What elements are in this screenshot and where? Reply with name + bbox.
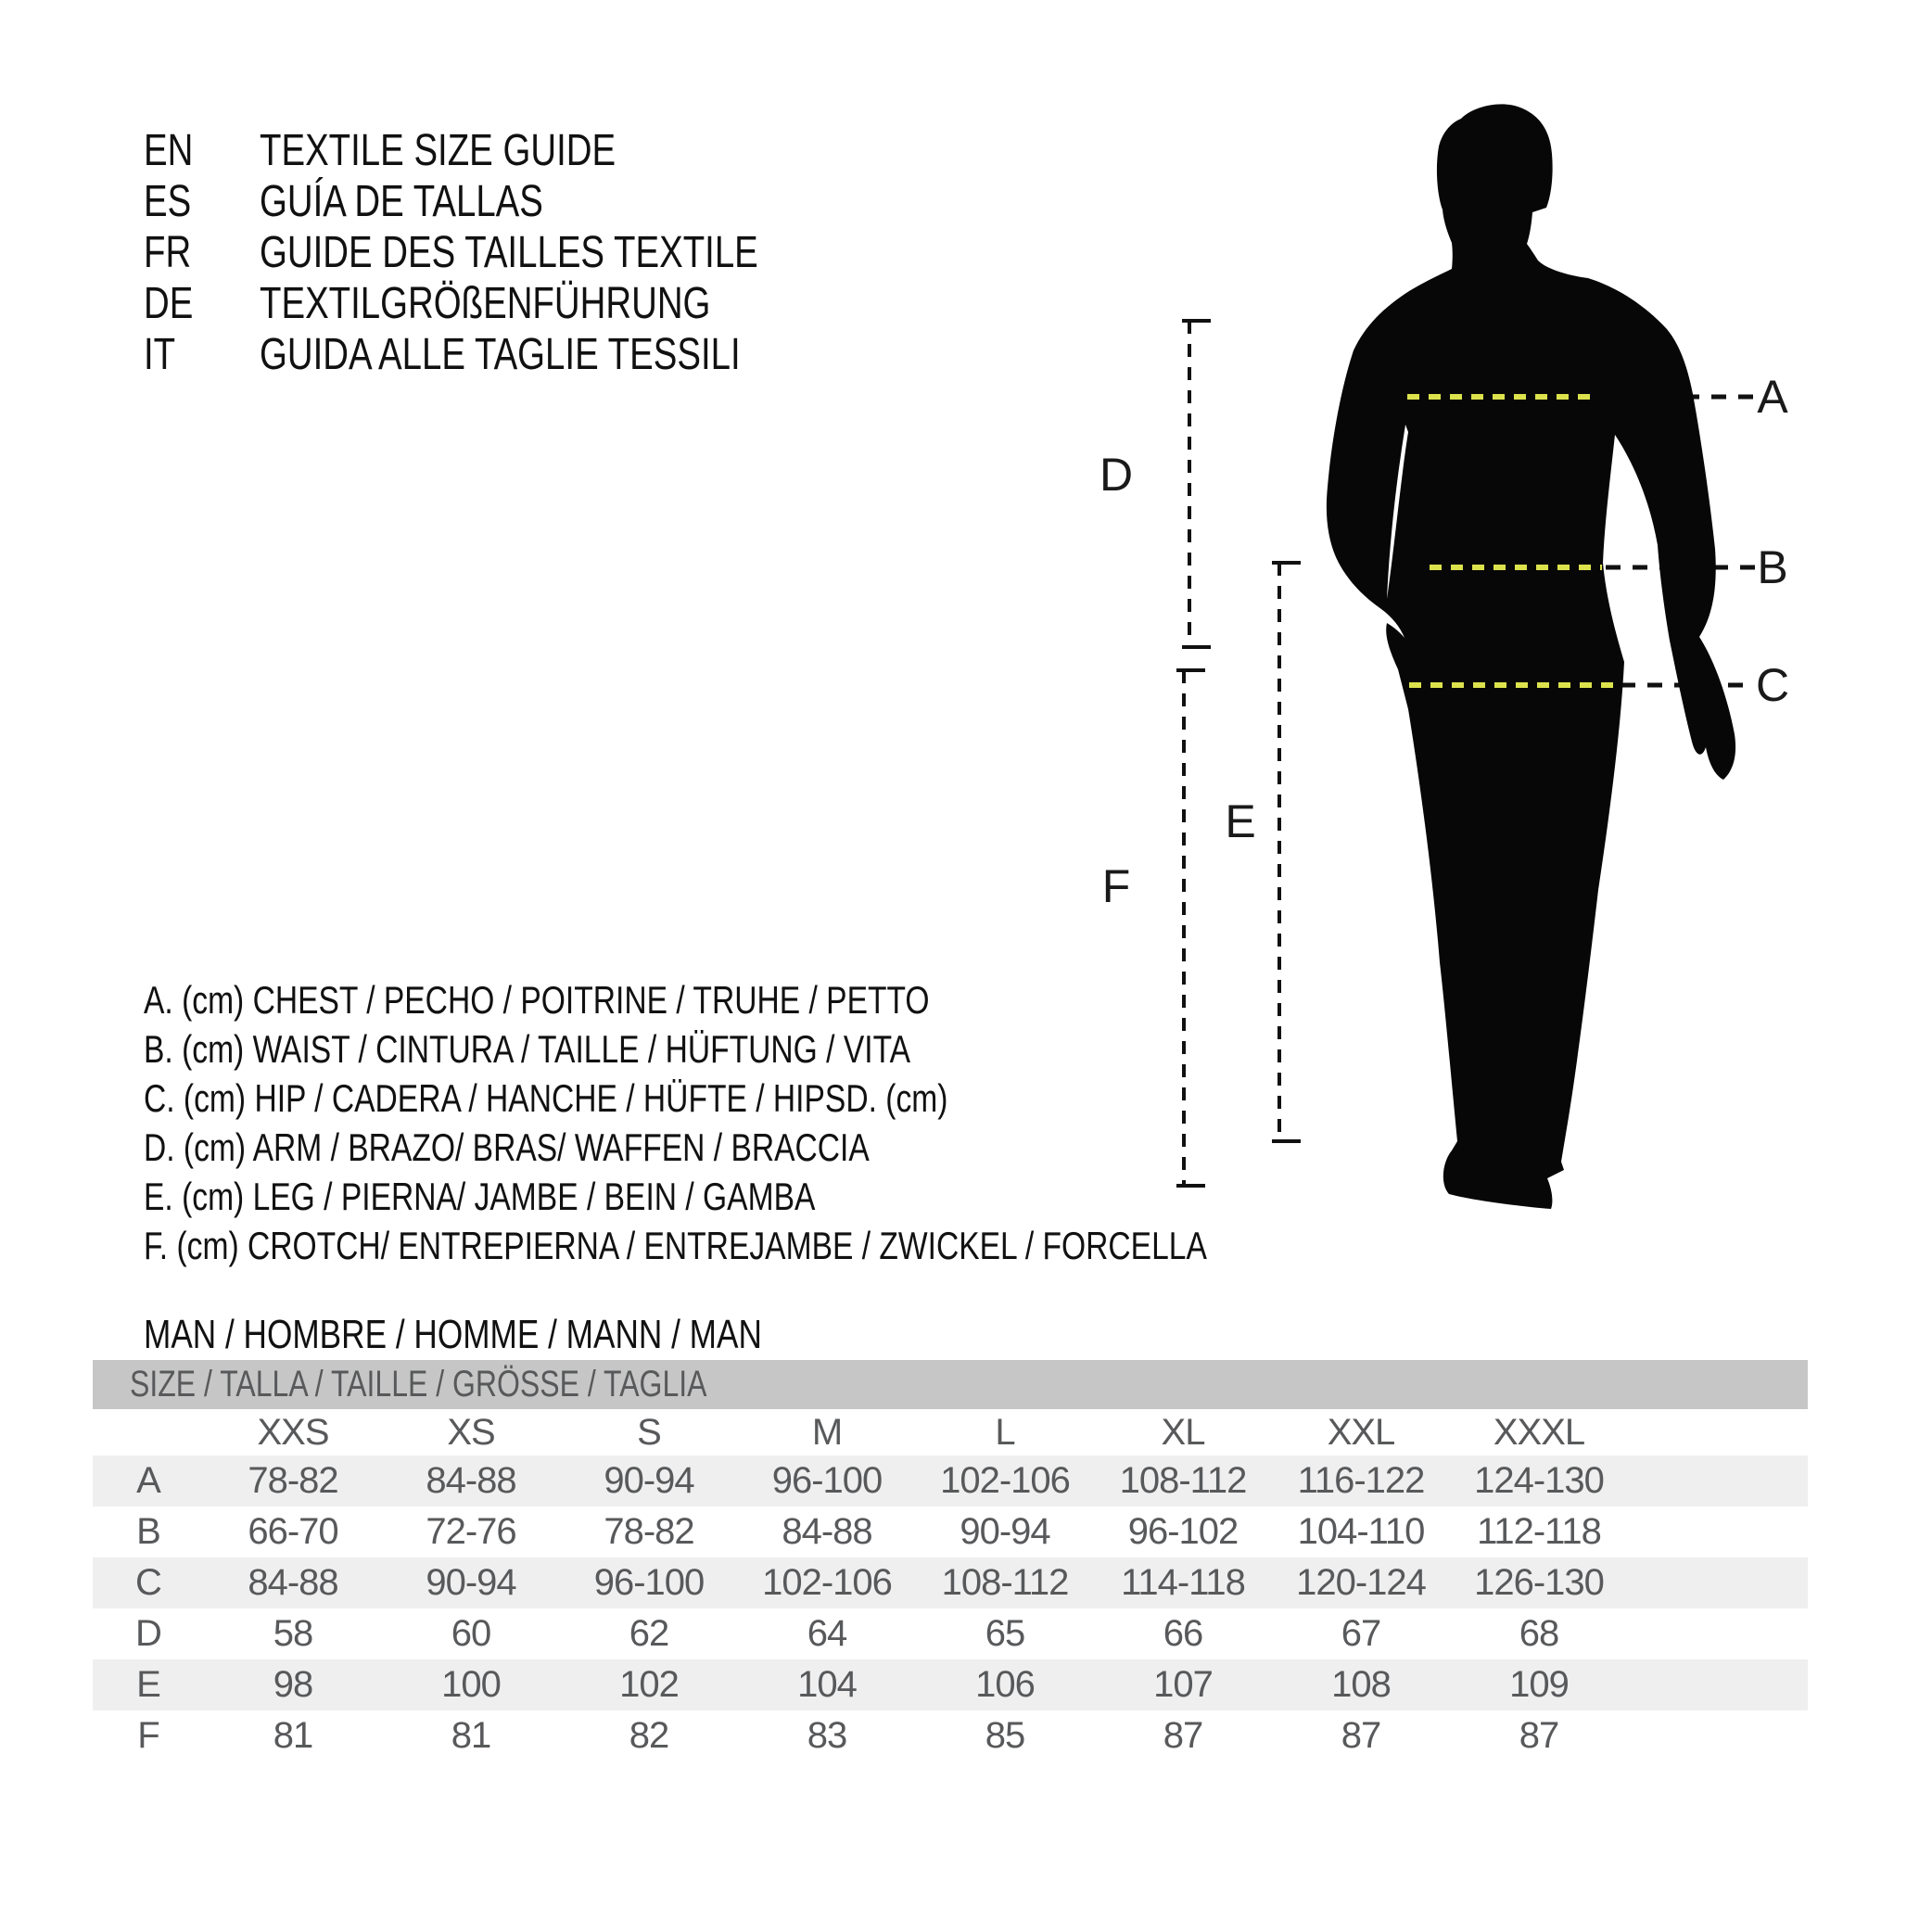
- cell-f-xl: 87: [1163, 1715, 1203, 1756]
- lang-title-fr: GUIDE DES TAILLES TEXTILE: [260, 228, 758, 277]
- size-table-header-bar: [93, 1360, 1808, 1409]
- table-row-a: [93, 1455, 1808, 1506]
- cell-d-l: 65: [985, 1613, 1025, 1654]
- cell-c-xl: 114-118: [1121, 1562, 1245, 1603]
- table-row-d: [93, 1608, 1808, 1659]
- legend-waist: [144, 1028, 1102, 1071]
- cell-d-xxl: 67: [1341, 1613, 1381, 1654]
- cell-a-s: 90-94: [604, 1460, 694, 1501]
- marker-leg-e: E: [1225, 795, 1256, 847]
- cell-e-l: 106: [975, 1664, 1035, 1705]
- lang-code-it: IT: [144, 330, 176, 379]
- legend-crotch-text: F. (cm) CROTCH/ ENTREPIERNA / ENTREJAMBE / ZWICKEL / FORCELLA: [144, 1224, 1207, 1267]
- cell-f-xxs: 81: [273, 1715, 313, 1756]
- cell-c-l: 108-112: [941, 1562, 1069, 1603]
- table-row-c: [93, 1557, 1808, 1608]
- marker-waist-b: B: [1757, 541, 1788, 593]
- cell-f-xxxl: 87: [1519, 1715, 1559, 1756]
- marker-chest-a: A: [1757, 371, 1788, 423]
- cell-d-s: 62: [629, 1613, 669, 1654]
- row-label-e: E: [136, 1664, 160, 1705]
- cell-a-xs: 84-88: [426, 1460, 516, 1501]
- lang-code-es: ES: [144, 177, 192, 226]
- cell-e-xs: 100: [441, 1664, 501, 1705]
- row-label-b: B: [136, 1511, 160, 1552]
- size-col-xs: XS: [447, 1411, 495, 1453]
- size-col-filler: [1628, 1409, 1808, 1455]
- cell-f-l: 85: [985, 1715, 1025, 1756]
- cell-c-s: 96-100: [593, 1562, 705, 1603]
- cell-e-xxxl: 109: [1509, 1664, 1569, 1705]
- cell-a-xxl: 116-122: [1297, 1460, 1425, 1501]
- lang-title-es: GUÍA DE TALLAS: [260, 177, 543, 226]
- cell-c-xxs: 84-88: [248, 1562, 338, 1603]
- table-row-e: [93, 1659, 1808, 1710]
- size-col-s: S: [637, 1411, 661, 1453]
- cell-a-xxs: 78-82: [248, 1460, 338, 1501]
- marker-hip-c: C: [1755, 659, 1790, 711]
- legend-hip: [144, 1077, 1149, 1120]
- cell-b-xl: 96-102: [1127, 1511, 1239, 1552]
- legend-chest: [144, 979, 1125, 1022]
- cell-f-s: 82: [629, 1715, 669, 1756]
- cell-f-xxl: 87: [1341, 1715, 1381, 1756]
- legend-leg-text: E. (cm) LEG / PIERNA/ JAMBE / BEIN / GAMBA: [144, 1175, 816, 1218]
- legend-arm-text: D. (cm) ARM / BRAZO/ BRAS/ WAFFEN / BRACCIA: [144, 1125, 870, 1169]
- cell-c-m: 102-106: [762, 1562, 892, 1603]
- cell-c-xxl: 120-124: [1296, 1562, 1426, 1603]
- lang-code-fr: FR: [144, 228, 192, 277]
- cell-e-s: 102: [619, 1664, 679, 1705]
- row-label-c: C: [135, 1562, 161, 1603]
- size-col-l: L: [995, 1411, 1015, 1453]
- cell-d-xxs: 58: [273, 1613, 313, 1654]
- cell-a-xl: 108-112: [1119, 1460, 1247, 1501]
- size-col-xxl: XXL: [1327, 1411, 1395, 1453]
- cell-a-m: 96-100: [771, 1460, 883, 1501]
- marker-crotch-f: F: [1101, 860, 1131, 912]
- size-header-spacer: [93, 1409, 204, 1455]
- marker-arm-d: D: [1099, 449, 1134, 501]
- size-table-title: SIZE / TALLA / TAILLE / GRÖSSE / TAGLIA: [130, 1364, 707, 1405]
- table-row-b: [93, 1506, 1808, 1557]
- cell-b-l: 90-94: [960, 1511, 1050, 1552]
- cell-b-xxxl: 112-118: [1477, 1511, 1601, 1552]
- lang-title-de: TEXTILGRÖßENFÜHRUNG: [260, 279, 711, 328]
- cell-b-xs: 72-76: [426, 1511, 516, 1552]
- size-col-xl: XL: [1161, 1411, 1205, 1453]
- category-line-text: MAN / HOMBRE / HOMME / MANN / MAN: [144, 1312, 762, 1357]
- legend-waist-text: B. (cm) WAIST / CINTURA / TAILLE / HÜFTUNG / VITA: [144, 1027, 911, 1071]
- lang-title-it: GUIDA ALLE TAGLIE TESSILI: [260, 330, 741, 379]
- man-silhouette-icon: [1327, 104, 1735, 1209]
- size-table: [93, 1409, 1808, 1761]
- cell-a-xxxl: 124-130: [1474, 1460, 1604, 1501]
- legend-hip-text: C. (cm) HIP / CADERA / HANCHE / HÜFTE / HIPSD. (cm): [144, 1076, 948, 1120]
- row-label-d: D: [135, 1613, 161, 1654]
- size-col-xxs: XXS: [257, 1411, 329, 1453]
- category-line: [144, 1313, 917, 1357]
- cell-d-xs: 60: [451, 1613, 491, 1654]
- cell-c-xxxl: 126-130: [1474, 1562, 1604, 1603]
- cell-b-xxl: 104-110: [1297, 1511, 1425, 1552]
- legend-arm: [144, 1126, 1051, 1169]
- legend-leg: [144, 1176, 984, 1218]
- table-row-f: [93, 1710, 1808, 1761]
- cell-e-xxl: 108: [1331, 1664, 1391, 1705]
- cell-d-xl: 66: [1163, 1613, 1203, 1654]
- cell-d-xxxl: 68: [1519, 1613, 1559, 1654]
- row-label-a: A: [136, 1460, 160, 1501]
- cell-e-m: 104: [797, 1664, 857, 1705]
- dimension-lines: [1176, 321, 1301, 1186]
- legend-chest-text: A. (cm) CHEST / PECHO / POITRINE / TRUHE / PETTO: [144, 978, 930, 1022]
- cell-d-m: 64: [807, 1613, 847, 1654]
- size-header-row: [93, 1409, 1808, 1455]
- lang-code-de: DE: [144, 279, 194, 328]
- cell-e-xxs: 98: [273, 1664, 313, 1705]
- cell-c-xs: 90-94: [426, 1562, 516, 1603]
- cell-b-m: 84-88: [782, 1511, 872, 1552]
- cell-a-l: 102-106: [940, 1460, 1070, 1501]
- size-col-xxxl: XXXL: [1493, 1411, 1585, 1453]
- size-col-m: M: [811, 1411, 843, 1453]
- lang-title-en: TEXTILE SIZE GUIDE: [260, 126, 616, 175]
- row-label-f: F: [137, 1715, 159, 1756]
- cell-e-xl: 107: [1153, 1664, 1213, 1705]
- legend-crotch: [144, 1225, 1473, 1267]
- cell-b-xxs: 66-70: [248, 1511, 338, 1552]
- cell-f-m: 83: [807, 1715, 847, 1756]
- cell-f-xs: 81: [451, 1715, 491, 1756]
- cell-b-s: 78-82: [604, 1511, 694, 1552]
- lang-code-en: EN: [144, 126, 194, 175]
